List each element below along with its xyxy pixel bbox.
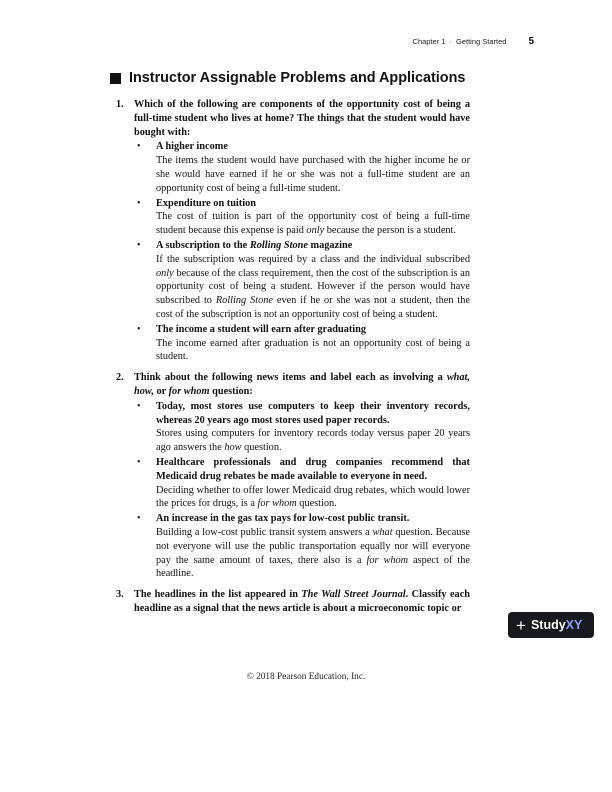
bullet-icon: • (137, 239, 141, 251)
square-bullet-icon (110, 73, 121, 84)
item-body: Stores using computers for inventory records today versus paper 20 years ago answers the how question. (156, 428, 470, 454)
item-title: An increase in the gas tax pays for low-cost public transit. (156, 513, 410, 525)
studyxy-badge[interactable] (508, 612, 594, 638)
list-item (134, 323, 470, 364)
chapter-label: Chapter 1 (412, 37, 446, 46)
item-body: The items the student would have purchased with the higher income he or she would have earned if he or she was not a full-time student are an opportunity cost of being a full-time student. (156, 155, 470, 194)
list-item (134, 456, 470, 511)
list-item (134, 239, 470, 322)
section-heading (110, 70, 465, 86)
chapter-title: Getting Started (455, 37, 507, 46)
question-3 (112, 588, 470, 616)
list-item (134, 400, 470, 455)
question-number: 2. (116, 372, 124, 384)
item-body: Building a low-cost public transit system answers a what question. Because not everyone will use the public transportation equally nor will everyone pay the same amount of taxes, there also is a for whom aspect of the headline. (156, 526, 470, 580)
bullet-icon: • (137, 141, 141, 153)
problem-list (112, 98, 470, 623)
list-item (134, 197, 470, 238)
bullet-icon: • (137, 513, 141, 525)
item-body: Deciding whether to offer lower Medicaid drug rebates, which would lower the prices for drugs, is a for whom question. (156, 484, 470, 510)
item-body: The income earned after graduation is not an opportunity cost of being a student. (156, 337, 470, 363)
running-head (413, 36, 534, 47)
list-item (134, 512, 470, 581)
item-title: Healthcare professionals and drug companies recommend that Medicaid drug rebates be made available to everyone in need. (156, 456, 470, 482)
list-item (134, 140, 470, 195)
bullet-icon: • (137, 456, 141, 468)
item-title: The income a student will earn after graduating (156, 323, 367, 335)
question-text: Think about the following news items and label each as involving a what, how, or for whom question: (134, 372, 470, 397)
studyxy-logo: StudyXY (530, 618, 583, 632)
item-title: Today, most stores use computers to keep their inventory records, whereas 20 years ago most stores used paper records. (156, 400, 470, 426)
question-2 (112, 371, 470, 581)
question-number: 3. (116, 589, 124, 601)
question-text: The headlines in the list appeared in The Wall Street Journal. Classify each headline as a signal that the news article is about a microeconomic topic or (134, 589, 471, 614)
plus-icon: + (516, 615, 526, 635)
item-body: The cost of tuition is part of the opportunity cost of being a full-time student because this expense is paid only because the person is a student. (156, 211, 470, 237)
question-number: 1. (116, 99, 124, 110)
item-body: If the subscription was required by a class and the individual subscribed only because of the class requirement, then the cost of the subscription is an opportunity cost of being a student. However if the person would have subscribed to Rolling Stone even if he or she was not a student, then the cost of the subscription is not an opportunity cost of being a student. (156, 253, 470, 320)
bullet-icon: • (137, 400, 141, 412)
copyright-footer: © 2018 Pearson Education, Inc. (246, 672, 366, 682)
answer-list (134, 140, 470, 364)
bullet-icon: • (137, 197, 141, 209)
question-text: Which of the following are components of the opportunity cost of being a full-time student who lives at home? The things that the student would have bought with: (134, 99, 470, 138)
running-head-separator: · (449, 37, 452, 46)
item-title: A higher income (156, 141, 228, 153)
page-number: 5 (528, 36, 534, 47)
answer-list (134, 400, 470, 581)
item-title: Expenditure on tuition (156, 197, 256, 209)
question-1 (112, 98, 470, 364)
item-title: A subscription to the Rolling Stone magazine (156, 239, 353, 251)
section-title: Instructor Assignable Problems and Applications (129, 70, 466, 86)
bullet-icon: • (137, 323, 141, 335)
